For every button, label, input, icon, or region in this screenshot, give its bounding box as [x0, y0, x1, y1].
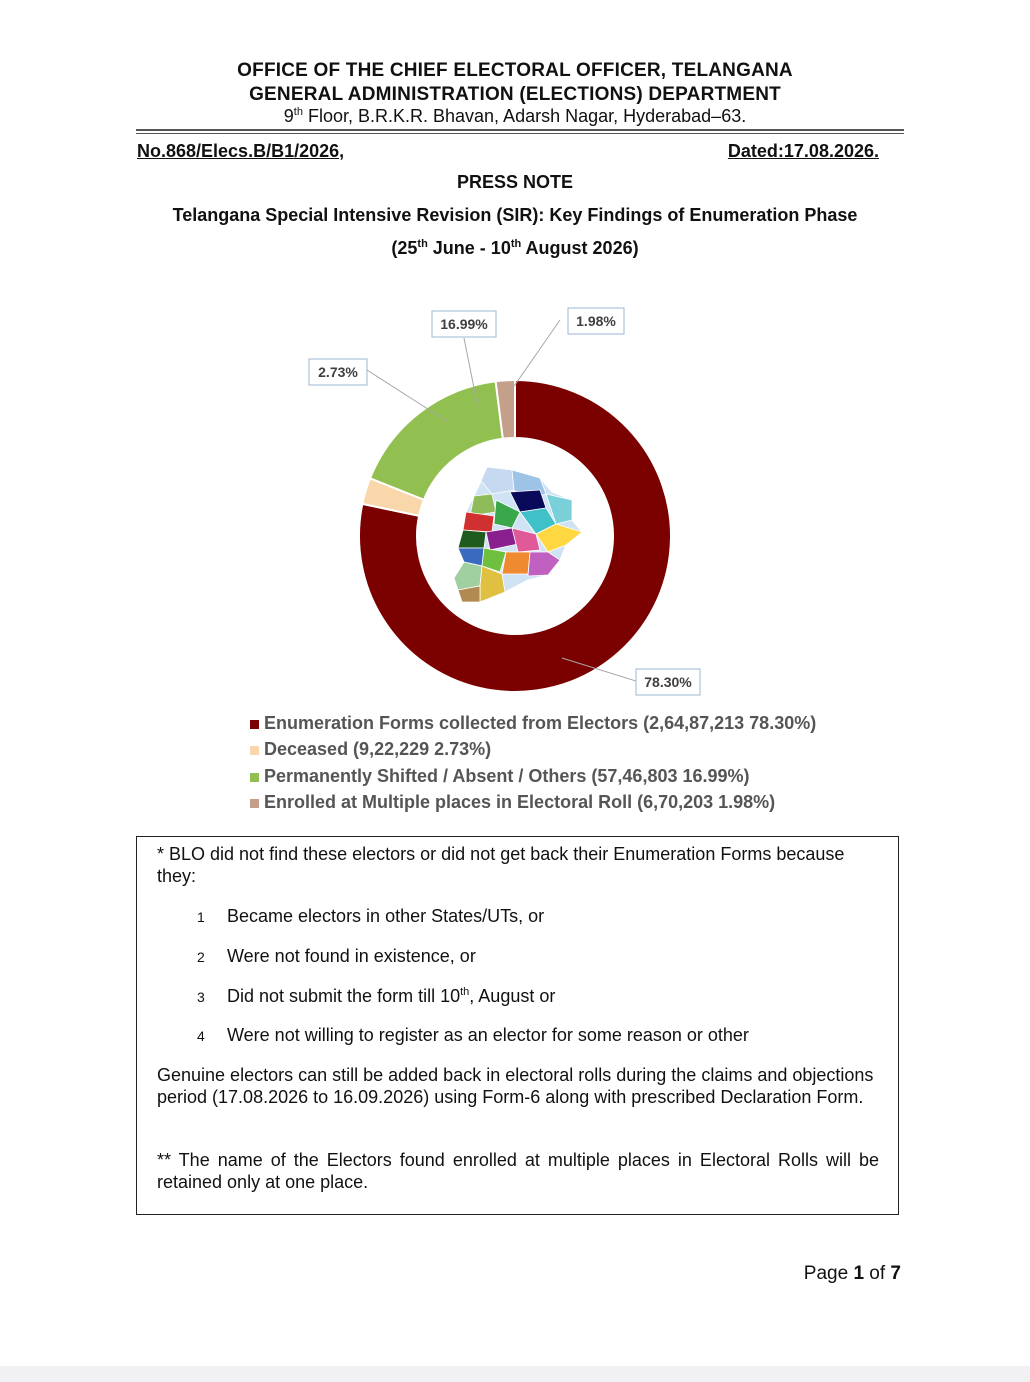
period-open: (25	[391, 238, 418, 258]
page-of: of	[864, 1263, 891, 1284]
legend-item-multiple	[250, 790, 816, 817]
notes-item-3-sup: th	[460, 986, 470, 998]
callout-label-enumeration: 78.30%	[644, 674, 692, 690]
notes-item-3-number: 3	[197, 989, 205, 1005]
notes-item-2-number: 2	[197, 949, 205, 965]
address-floor-number: 9	[283, 106, 294, 126]
period-sup-2: th	[510, 238, 522, 250]
legend-label-multiple: Enrolled at Multiple places in Electoral Roll (6,70,203 1.98%)	[264, 792, 776, 813]
notes-item-3-text	[227, 986, 555, 1007]
period-close: August 2026)	[521, 238, 639, 258]
address-text: Floor, B.R.K.R. Bhavan, Adarsh Nagar, Hyderabad–63.	[302, 106, 747, 126]
notes-intro: * BLO did not find these electors or did not get back their Enumeration Forms because they:	[157, 844, 845, 886]
period-mid: June - 10	[427, 238, 511, 258]
notes-item-4-text: Were not willing to register as an elector for some reason or other	[227, 1025, 749, 1045]
reference-date: Dated:17.08.2026.	[727, 141, 879, 161]
address-floor-suffix: th	[293, 106, 303, 118]
period-sup-1: th	[417, 238, 428, 250]
office-title: OFFICE OF THE CHIEF ELECTORAL OFFICER, TELANGANA	[237, 60, 793, 81]
page-total: 7	[890, 1263, 901, 1284]
page-current: 1	[853, 1263, 865, 1284]
page-number	[804, 1263, 901, 1285]
telangana-map-icon	[454, 467, 582, 602]
callout-label-multiple: 1.98%	[576, 313, 616, 329]
legend-swatch-deceased	[250, 746, 259, 755]
legend-swatch-shifted	[250, 773, 259, 782]
legend-label-shifted: Permanently Shifted / Absent / Others (57,46,803 16.99%)	[264, 765, 750, 786]
notes-item-1-number: 1	[197, 909, 205, 925]
notes-item-4-number: 4	[197, 1028, 205, 1044]
notes-item-2-text: Were not found in existence, or	[227, 946, 476, 966]
notes-item-1-text: Became electors in other States/UTs, or	[227, 906, 545, 926]
reference-number: No.868/Elecs.B/B1/2026,	[137, 141, 345, 161]
legend-item-deceased	[250, 737, 816, 764]
legend-label-deceased: Deceased (9,22,229 2.73%)	[264, 739, 492, 760]
legend-item-enumeration	[250, 710, 816, 737]
legend-swatch-enumeration	[250, 720, 259, 729]
press-note-label: PRESS NOTE	[456, 172, 574, 192]
notes-item-3-before: Did not submit the form till 10	[227, 986, 461, 1006]
callout-line-deceased	[367, 370, 448, 422]
callout-label-shifted: 16.99%	[440, 316, 488, 332]
notes-genuine-electors: Genuine electors can still be added back in electoral rolls during the claims and objections period (17.08.2026 to 16.09.2026) using Form-6 along with prescribed Declaration Form.	[157, 1065, 874, 1107]
page-prefix: Page	[803, 1263, 854, 1284]
press-note-subtitle: Telangana Special Intensive Revision (SIR): Key Findings of Enumeration Phase	[172, 205, 858, 225]
legend-swatch-multiple	[250, 799, 259, 808]
department-title: GENERAL ADMINISTRATION (ELECTIONS) DEPARTMENT	[249, 84, 781, 105]
chart-legend	[250, 710, 816, 816]
callout-label-deceased: 2.73%	[318, 364, 358, 380]
viewer-bottom-strip	[0, 1366, 1030, 1382]
legend-label-enumeration: Enumeration Forms collected from Electors (2,64,87,213 78.30%)	[264, 712, 817, 733]
legend-item-shifted	[250, 763, 816, 790]
notes-multiple-enrolment: ** The name of the Electors found enrolled at multiple places in Electoral Rolls will be retained only at one place.	[157, 1150, 879, 1192]
notes-item-3-after: , August or	[469, 986, 556, 1006]
